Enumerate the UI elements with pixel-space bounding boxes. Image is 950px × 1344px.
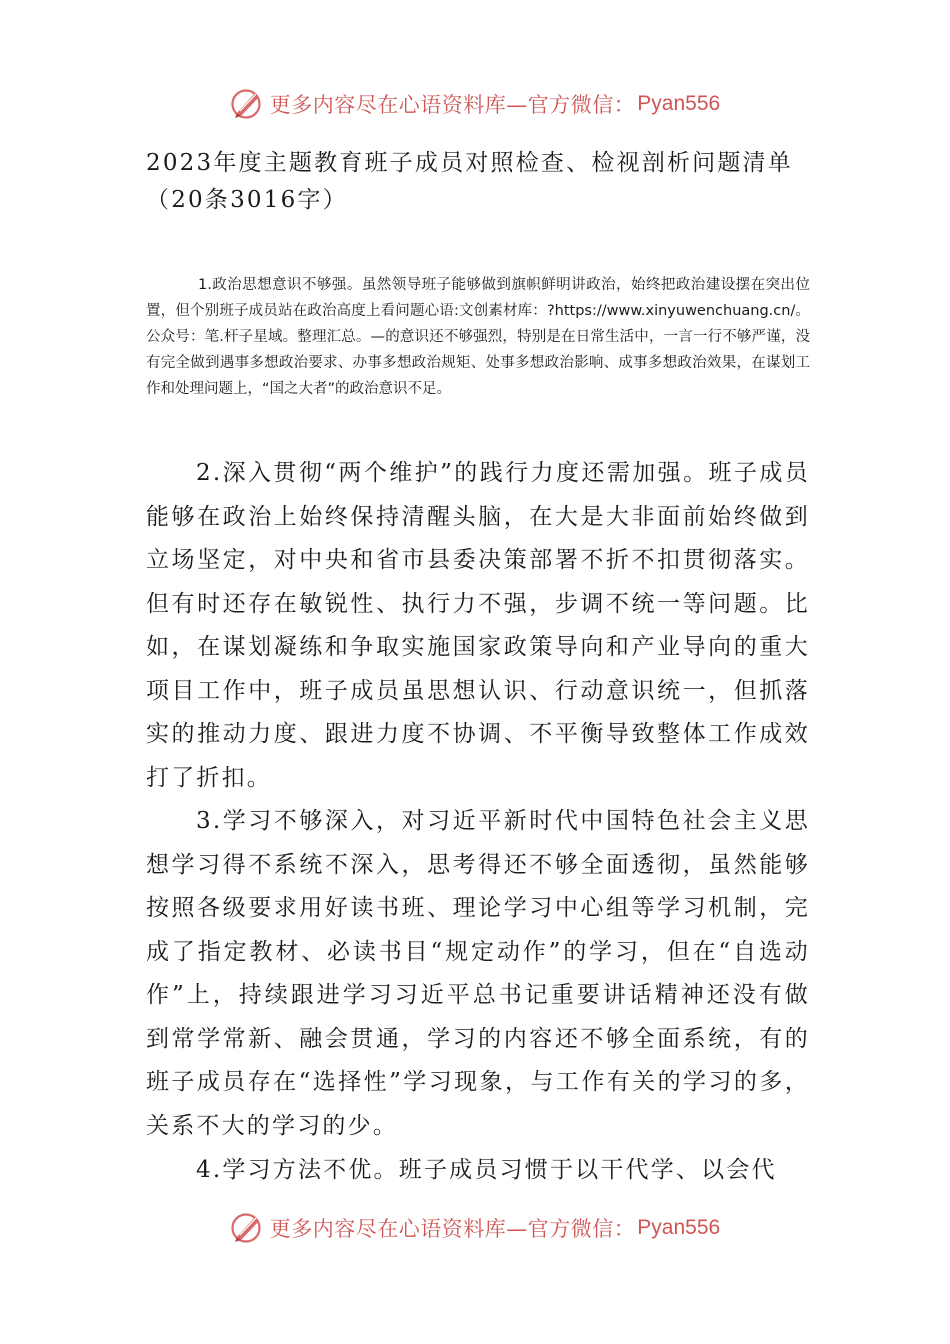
header-banner — [0, 84, 950, 124]
document-title: 2023年度主题教育班子成员对照检查、检视剖析问题清单（20条3016字） — [146, 150, 793, 213]
paragraph-4: 4.学习方法不优。班子成员习惯于以干代学、以会代 — [196, 1157, 777, 1183]
banner-text: 更多内容尽在心语资料库—官方微信： — [269, 1217, 636, 1241]
paragraph-2: 2.深入贯彻“两个维护”的践行力度还需加强。班子成员能够在政治上始终保持清醒头脑，在大是大非面前始终做到立场坚定，对中央和省市县委决策部署不折不扣贯彻落实。但有时还存在敏锐性、执行力不强，步调不统一等问题。比如，在谋划凝练和争取实施国家政策导向和产业导向的重大项目工作中，班子成员虽思想认识、行动意识统一，但抓落实的推动力度、跟进力度不协调、不平衡导致整体工作成效打了折扣。 — [146, 460, 810, 791]
footer-banner — [0, 1208, 950, 1248]
banner-handle: Pyan556 — [637, 1216, 721, 1239]
banner-text: 更多内容尽在心语资料库—官方微信： — [269, 93, 636, 117]
banner-handle: Pyan556 — [637, 92, 721, 115]
pen-logo-icon — [230, 87, 264, 121]
paragraph-3: 3.学习不够深入，对习近平新时代中国特色社会主义思想学习得不系统不深入，思考得还不够全面透彻，虽然能够按照各级要求用好读书班、理论学习中心组等学习机制，完成了指定教材、必读书目“规定动作”的学习，但在“自选动作”上，持续跟进学习习近平总书记重要讲话精神还没有做到常学常新、融会贯通，学习的内容还不够全面系统，有的班子成员存在“选择性”学习现象，与工作有关的学习的多，关系不大的学习的少。 — [146, 808, 810, 1139]
paragraph-1: 1.政治思想意识不够强。虽然领导班子能够做到旗帜鲜明讲政治，始终把政治建设摆在突出位置，但个别班子成员站在政治高度上看问题心语:文创素材库：?https://www.xinyuwenchuang.cn/。公众号：笔.杆子星域。整理汇总。—的意识还不够强烈，特别是在日常生活中，一言一行不够严谨，没有完全做到遇事多想政治要求、办事多想政治规矩、处事多想政治影响、成事多想政治效果，在谋划工作和处理问题上，“国之大者”的政治意识不足。 — [146, 277, 810, 397]
pen-logo-icon — [230, 1211, 264, 1245]
